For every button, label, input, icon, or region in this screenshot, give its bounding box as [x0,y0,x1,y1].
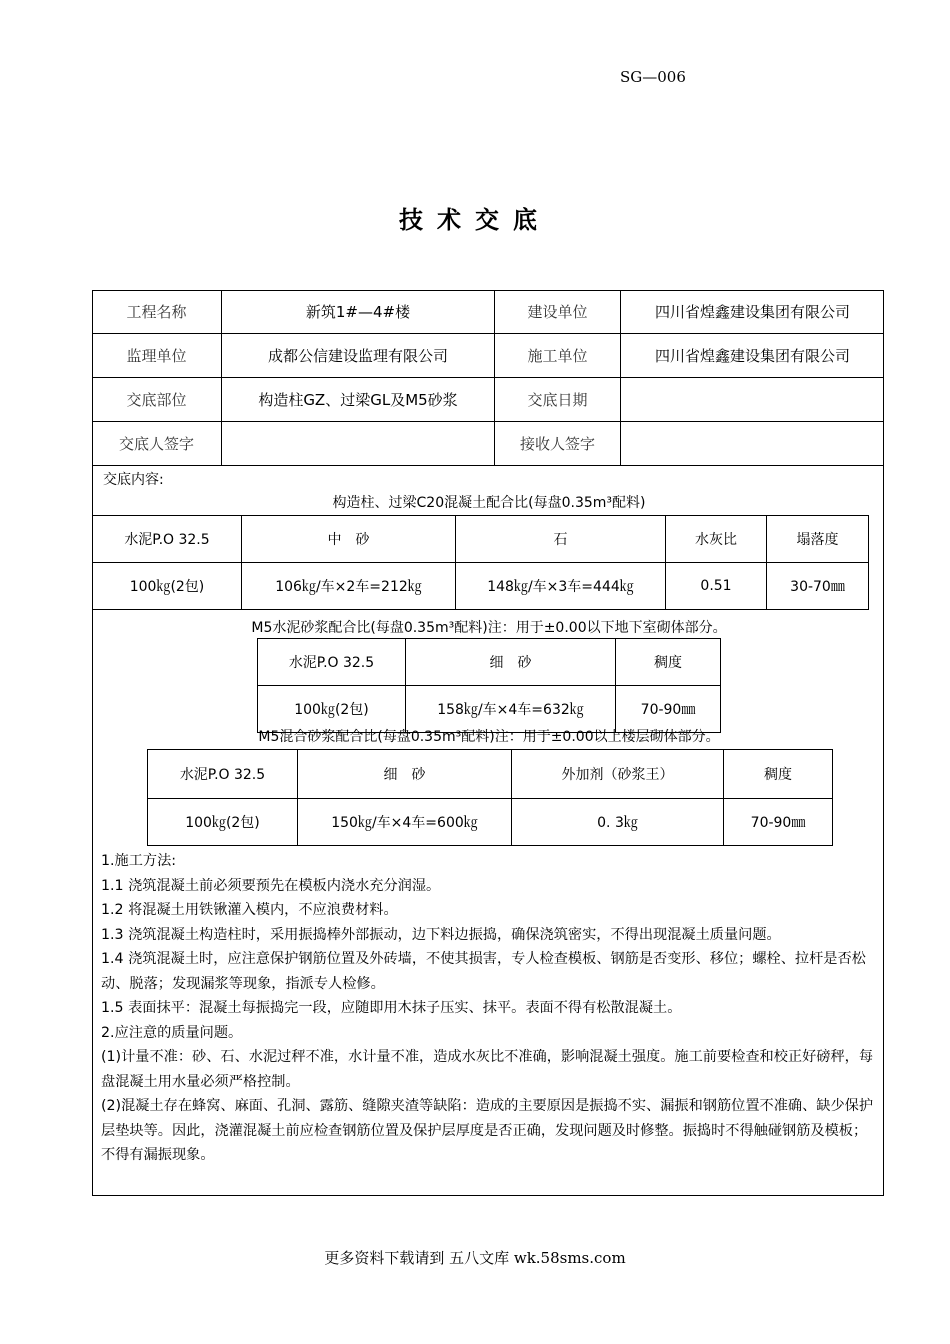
supervisor-value: 成都公信建设监理有限公司 [222,334,495,378]
body-paragraph: 1.5 表面抹平：混凝土每振捣完一段，应随即用木抹子压实、抹平。表面不得有松散混凝土。 [101,1000,682,1016]
m5-cement-header: 细 砂 [406,639,616,686]
builder-value: 四川省煌鑫建设集团有限公司 [621,290,885,334]
concrete-value: 100㎏(2包) [93,563,242,610]
concrete-header: 水泥P.O 32.5 [93,516,242,563]
m5-cement-header: 稠度 [616,639,721,686]
m5-mixed-caption: M5混合砂浆配合比(每盘0.35m³配料)注：用于±0.00以上楼层砌体部分。 [258,729,720,745]
construction-instructions [101,849,877,1168]
date-label: 交底日期 [495,378,621,422]
body-paragraph: 1.2 将混凝土用铁锹灌入模内，不应浪费材料。 [101,902,398,918]
m5-mixed-header: 稠度 [724,750,833,799]
concrete-mix-table [93,515,869,610]
m5-cement-header: 水泥P.O 32.5 [258,639,406,686]
concrete-value: 106㎏/车×2车=212㎏ [242,563,456,610]
concrete-value: 148㎏/车×3车=444㎏ [456,563,666,610]
m5-mixed-header: 外加剂（砂浆王） [512,750,724,799]
m5-mixed-header: 细 砂 [298,750,512,799]
disclosure-form [92,290,884,1196]
m5-mixed-value: 0. 3㎏ [512,799,724,846]
concrete-header: 石 [456,516,666,563]
concrete-caption: 构造柱、过梁C20混凝土配合比(每盘0.35m³配料) [332,495,646,511]
receiver-signature [621,422,885,466]
content-label: 交底内容: [103,472,164,488]
m5-cement-value: 158㎏/车×4车=632㎏ [406,686,616,733]
m5-cement-value: 70-90㎜ [616,686,721,733]
project-name-value: 新筑1#—4#楼 [222,290,495,334]
part-label: 交底部位 [92,378,222,422]
m5-cement-value: 100㎏(2包) [258,686,406,733]
receiver-label: 接收人签字 [495,422,621,466]
m5-mixed-value: 70-90㎜ [724,799,833,846]
page-title: 技术交底 [399,206,551,234]
concrete-value: 30-70㎜ [767,563,869,610]
project-name-label: 工程名称 [92,290,222,334]
concrete-header: 水灰比 [666,516,767,563]
footer-download-note: 更多资料下载请到 五八文库 wk.58sms.com [324,1249,626,1267]
body-paragraph: (1)计量不准：砂、石、水泥过秤不准，水计量不准，造成水灰比不准确，影响混凝土强度。施工前要检查和校正好磅秤，每盘混凝土用水量必须严格控制。 [101,1049,874,1090]
body-paragraph: 1.3 浇筑混凝土构造柱时，采用振捣棒外部振动，边下料边振捣，确保浇筑密实，不得出现混凝土质量问题。 [101,926,781,943]
concrete-value: 0.51 [666,563,767,610]
m5-mixed-value: 150㎏/车×4车=600㎏ [298,799,512,846]
m5-mixed-value: 100㎏(2包) [148,799,298,846]
body-paragraph: 1.1 浇筑混凝土前必须要预先在模板内浇水充分润湿。 [101,877,441,894]
document-code: SG—006 [620,68,686,86]
m5-cement-mix-table [257,638,721,733]
contractor-value: 四川省煌鑫建设集团有限公司 [621,334,885,378]
builder-label: 建设单位 [495,290,621,334]
giver-signature [222,422,495,466]
body-paragraph: (2)混凝土存在蜂窝、麻面、孔洞、露筋、缝隙夹渣等缺陷：造成的主要原因是振捣不实、漏振和钢筋位置不准确、缺少保护层垫块等。因此，浇灌混凝土前应检查钢筋位置及保护层厚度是否正确，发现问题及时修整。振捣时不得触碰钢筋及模板；不得有漏振现象。 [101,1098,874,1163]
part-value: 构造柱GZ、过梁GL及M5砂浆 [222,378,495,422]
m5-mixed-mix-table [147,749,833,846]
m5-mixed-header: 水泥P.O 32.5 [148,750,298,799]
date-value [621,378,885,422]
body-paragraph: 1.4 浇筑混凝土时，应注意保护钢筋位置及外砖墙，不使其损害，专人检查模板、钢筋是否变形、移位；螺栓、拉杆是否松动、脱落；发现漏浆等现象，指派专人检修。 [101,951,866,992]
contractor-label: 施工单位 [495,334,621,378]
concrete-header: 塌落度 [767,516,869,563]
concrete-header: 中 砂 [242,516,456,563]
body-paragraph: 2.应注意的质量问题。 [101,1024,243,1041]
giver-label: 交底人签字 [92,422,222,466]
body-paragraph: 1.施工方法: [101,853,177,869]
supervisor-label: 监理单位 [92,334,222,378]
info-table [92,290,884,466]
m5-cement-caption: M5水泥砂浆配合比(每盘0.35m³配料)注：用于±0.00以下地下室砌体部分。 [251,620,727,636]
